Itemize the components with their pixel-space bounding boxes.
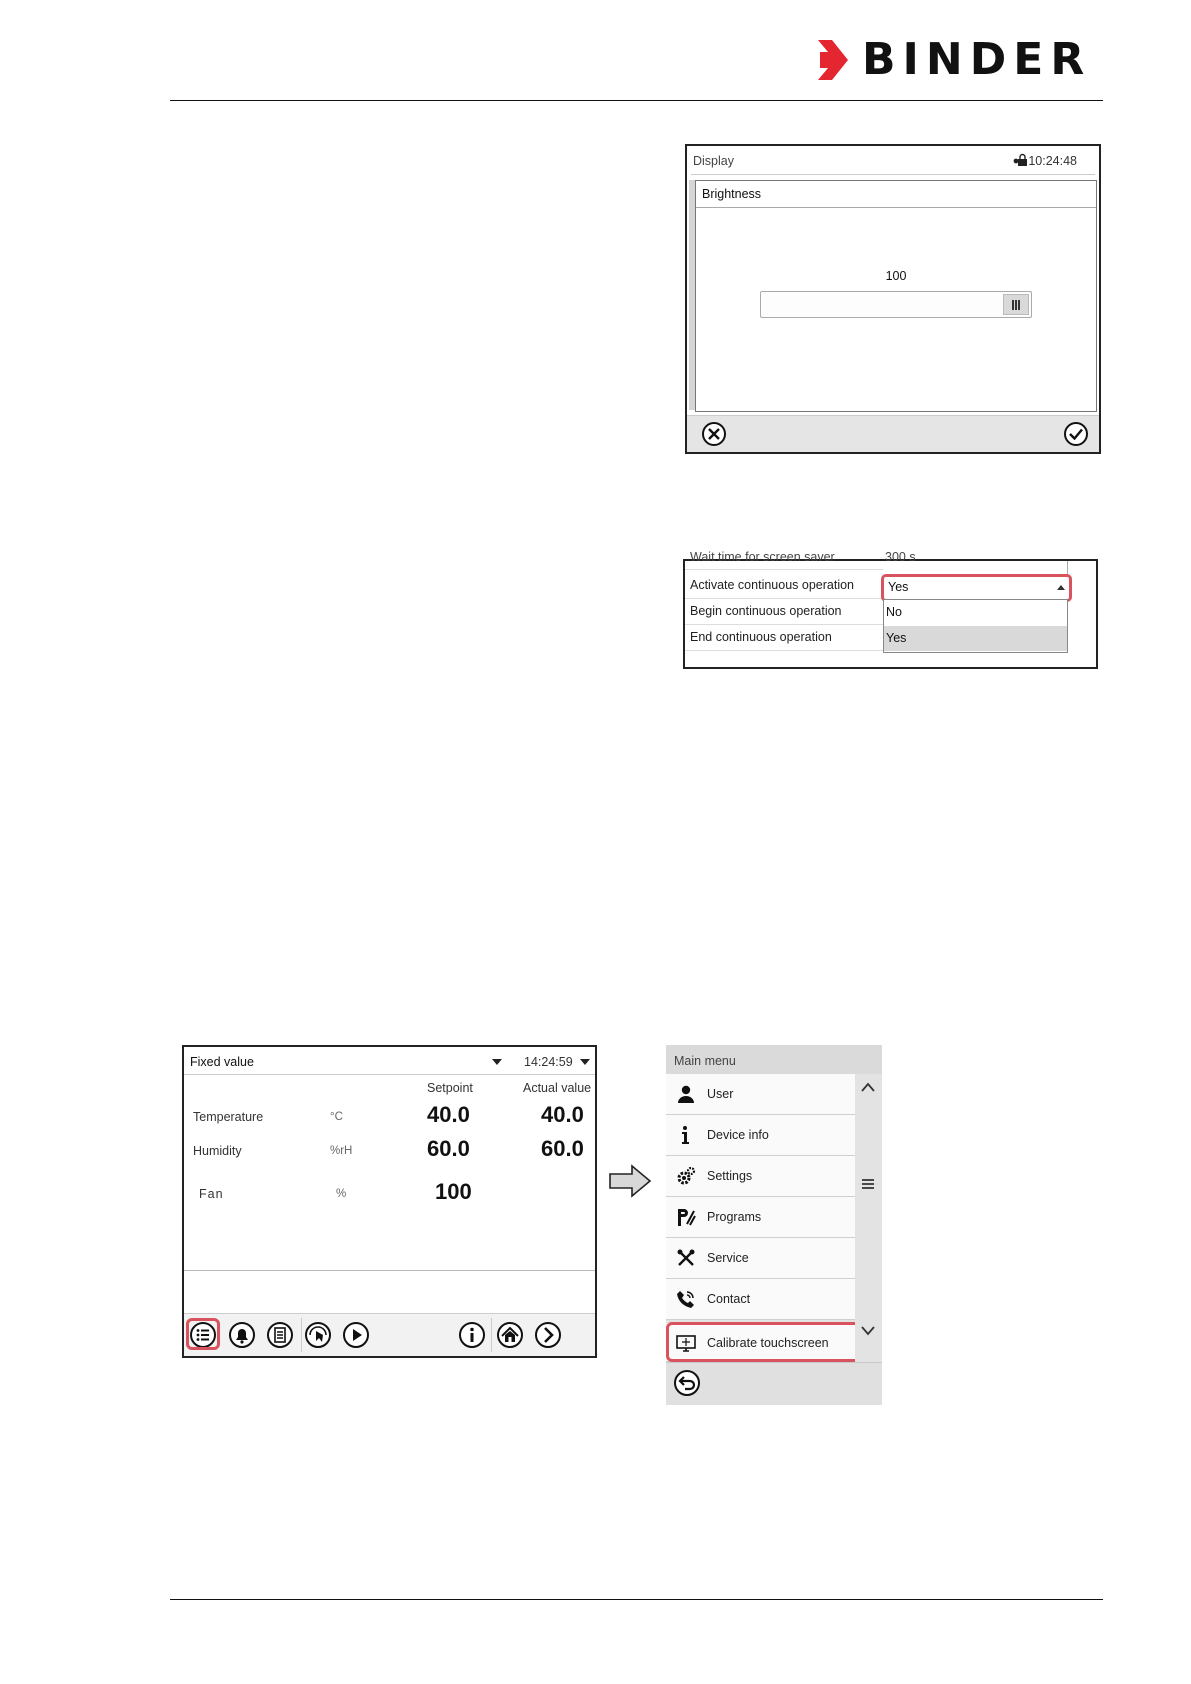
fixed-value-screen <box>182 1045 597 1358</box>
toolbar <box>184 1313 595 1356</box>
fan-unit: % <box>336 1188 347 1200</box>
home-icon[interactable] <box>496 1321 524 1349</box>
settings-row <box>685 545 883 570</box>
menu-item-label: Contact <box>707 1292 751 1306</box>
col-actual: Actual value <box>523 1081 592 1095</box>
menu-item-user[interactable] <box>666 1074 855 1115</box>
logo-mark-icon <box>818 40 850 80</box>
dialog-title: Brightness <box>702 187 762 201</box>
col-setpoint: Setpoint <box>427 1081 473 1095</box>
dialog-action-bar <box>687 415 1099 452</box>
display-settings-screen <box>685 144 1101 454</box>
humidity-actual: 60.0 <box>541 1136 584 1161</box>
row-label: Activate continuous operation <box>690 578 854 592</box>
info-icon <box>676 1125 696 1145</box>
menu-item-label: Device info <box>707 1128 769 1142</box>
fan-label: Fan <box>199 1187 224 1201</box>
row-label: Begin continuous operation <box>690 604 842 618</box>
contact-icon <box>676 1289 696 1309</box>
clock-text: 10:24:48 <box>1028 154 1077 168</box>
next-icon[interactable] <box>534 1321 562 1349</box>
menu-item-programs[interactable] <box>666 1197 855 1238</box>
dialog-divider <box>696 207 1096 208</box>
main-menu-screen <box>666 1045 882 1405</box>
brightness-dialog <box>695 180 1097 412</box>
header-rule <box>170 100 1103 101</box>
title-divider <box>691 174 1095 175</box>
settings-row-begin[interactable] <box>685 599 883 625</box>
temperature-setpoint[interactable]: 40.0 <box>427 1102 470 1127</box>
screen-clock <box>1013 154 1077 168</box>
humidity-setpoint[interactable]: 60.0 <box>427 1136 470 1161</box>
toolbar-divider <box>491 1318 492 1352</box>
option-label: No <box>886 605 902 619</box>
menu-item-device-info[interactable] <box>666 1115 855 1156</box>
screen-header <box>184 1047 595 1075</box>
menu-scrollbar[interactable] <box>855 1074 882 1362</box>
row-label: Wait time for screen saver <box>690 550 835 564</box>
scroll-handle-icon[interactable] <box>861 1178 875 1190</box>
screen-title: Display <box>693 154 734 168</box>
operating-mode: Fixed value <box>190 1055 254 1069</box>
screen-clock: 14:24:59 <box>524 1055 573 1069</box>
arrow-right-icon <box>608 1163 652 1199</box>
info-icon[interactable] <box>458 1321 486 1349</box>
selected-value: Yes <box>888 580 909 594</box>
mode-icon[interactable] <box>304 1321 332 1349</box>
confirm-icon[interactable] <box>1063 421 1089 447</box>
lock-icon <box>1013 154 1027 166</box>
option-label: Yes <box>886 631 907 645</box>
option-yes[interactable] <box>884 626 1067 651</box>
row-label: End continuous operation <box>690 630 832 644</box>
brightness-slider[interactable] <box>760 291 1032 318</box>
row-value: 300 s <box>885 550 916 564</box>
menu-item-label: Settings <box>707 1169 753 1183</box>
menu-item-service[interactable] <box>666 1238 855 1279</box>
alarm-icon[interactable] <box>228 1321 256 1349</box>
cell-divider <box>1067 561 1068 574</box>
clock-dropdown-icon[interactable] <box>580 1059 590 1065</box>
temperature-label: Temperature <box>193 1110 264 1124</box>
activate-continuous-select[interactable] <box>881 574 1072 602</box>
humidity-unit: %rH <box>330 1145 353 1157</box>
settings-row-activate[interactable] <box>685 573 883 599</box>
back-icon[interactable] <box>673 1369 701 1397</box>
humidity-label: Humidity <box>193 1144 242 1158</box>
slider-thumb[interactable] <box>1003 294 1029 315</box>
menu-header <box>666 1045 882 1075</box>
scroll-up-icon[interactable] <box>861 1082 875 1092</box>
dropdown-list <box>883 599 1068 653</box>
menu-item-label: User <box>707 1087 734 1101</box>
brand-name: BINDER <box>862 34 1092 85</box>
main-menu-highlight <box>186 1318 220 1350</box>
fan-setpoint[interactable]: 100 <box>435 1179 472 1204</box>
cancel-icon[interactable] <box>701 421 727 447</box>
settings-row-end[interactable] <box>685 625 883 651</box>
event-list-icon[interactable] <box>266 1321 294 1349</box>
caret-up-icon <box>1057 585 1065 590</box>
settings-icon <box>676 1166 696 1186</box>
content-divider <box>184 1270 595 1271</box>
binder-logo <box>818 34 1102 85</box>
menu-item-settings[interactable] <box>666 1156 855 1197</box>
continuous-operation-settings <box>683 550 1098 669</box>
program-start-icon[interactable] <box>342 1321 370 1349</box>
programs-icon <box>676 1207 696 1227</box>
menu-action-bar <box>666 1362 882 1405</box>
footer-rule <box>170 1599 1103 1600</box>
menu-item-label: Programs <box>707 1210 762 1224</box>
mode-dropdown-icon[interactable] <box>492 1059 502 1065</box>
menu-title: Main menu <box>674 1054 736 1068</box>
user-icon <box>676 1084 696 1104</box>
menu-item-label: Service <box>707 1251 749 1265</box>
scroll-down-icon[interactable] <box>861 1326 875 1336</box>
temperature-unit: °C <box>330 1111 343 1123</box>
menu-item-contact[interactable] <box>666 1279 855 1320</box>
temperature-actual: 40.0 <box>541 1102 584 1127</box>
calibrate-highlight <box>666 1322 866 1362</box>
service-icon <box>676 1248 696 1268</box>
menu-item-label: Calibrate touchscreen <box>707 1336 829 1350</box>
option-no[interactable] <box>884 600 1067 625</box>
toolbar-divider <box>301 1318 302 1352</box>
brightness-value: 100 <box>885 269 907 283</box>
